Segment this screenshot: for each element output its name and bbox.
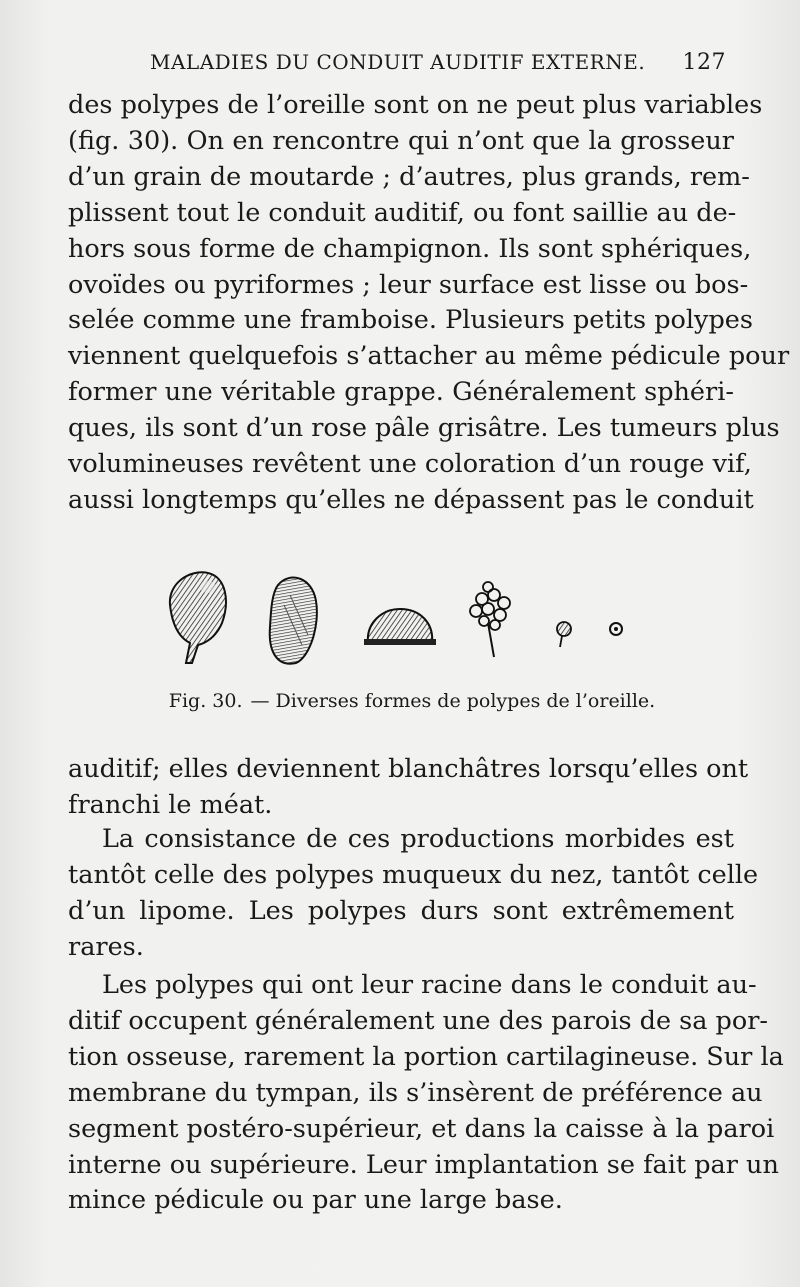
figure-caption-text: — Diverses formes de polypes de l’oreille. (250, 690, 656, 712)
text-line: ditif occupent généralement une des parois de sa por- (68, 1005, 769, 1036)
figure-label: Fig. 30. (168, 690, 243, 712)
text-line: franchi le méat. (68, 789, 273, 820)
text-line: d’un lipome. Les polypes durs sont extrêmement (68, 895, 734, 926)
text-line: (fig. 30). On en rencontre qui n’ont que la grosseur (68, 125, 734, 156)
text-line: membrane du tympan, ils s’insèrent de préférence au (68, 1077, 763, 1108)
polyp-raspberry-cluster-drawing (470, 582, 510, 657)
text-line: aussi longtemps qu’elles ne dépassent pas le conduit (68, 484, 754, 515)
paragraph-polyp-forms (68, 88, 790, 519)
polyp-ovoid-drawing (270, 578, 317, 664)
paragraph-implantation (68, 968, 784, 1219)
paragraph-consistency (68, 822, 759, 966)
polyp-figure-illustration (150, 565, 650, 675)
text-line: interne ou supérieure. Leur implantation se fait par un (68, 1149, 779, 1180)
polyp-small-pedicled-drawing (557, 622, 571, 647)
text-line: plissent tout le conduit auditif, ou font saillie au de- (68, 197, 737, 228)
text-line: segment postéro-supérieur, et dans la caisse à la paroi (68, 1113, 775, 1144)
text-line: mince pédicule ou par une large base. (68, 1185, 563, 1216)
text-line: tion osseuse, rarement la portion cartilagineuse. Sur la (68, 1041, 784, 1072)
text-line: Les polypes qui ont leur racine dans le conduit au- (102, 970, 757, 1000)
running-header (150, 46, 740, 80)
figure-caption (132, 690, 692, 712)
text-line: tantôt celle des polypes muqueux du nez, tantôt celle (68, 859, 759, 890)
text-line: hors sous forme de champignon. Ils sont sphériques, (68, 233, 752, 264)
text-line: ovoïdes ou pyriformes ; leur surface est lisse ou bos- (68, 269, 749, 300)
text-line: rares. (68, 931, 144, 962)
page-number: 127 (682, 50, 726, 75)
text-line: La consistance de ces productions morbides est (102, 824, 734, 854)
text-line: auditif; elles deviennent blanchâtres lorsqu’elles ont (68, 754, 749, 784)
text-line: des polypes de l’oreille sont on ne peut plus variables (68, 90, 763, 120)
paragraph-continuation (68, 752, 749, 824)
text-line: d’un grain de moutarde ; d’autres, plus grands, rem- (68, 161, 750, 192)
polyp-tiny-sphere-drawing (610, 623, 622, 635)
text-line: selée comme une framboise. Plusieurs petits polypes (68, 305, 753, 336)
polyp-hemispherical-drawing (364, 609, 436, 645)
polyp-pear-shaped-drawing (170, 572, 226, 663)
text-line: ques, ils sont d’un rose pâle grisâtre. Les tumeurs plus (68, 413, 780, 444)
text-line: viennent quelquefois s’attacher au même pédicule pour (68, 341, 790, 372)
header-title: MALADIES DU CONDUIT AUDITIF EXTERNE. (150, 50, 646, 74)
text-line: former une véritable grappe. Généralement sphéri- (68, 377, 734, 408)
text-line: volumineuses revêtent une coloration d’un rouge vif, (68, 449, 752, 480)
